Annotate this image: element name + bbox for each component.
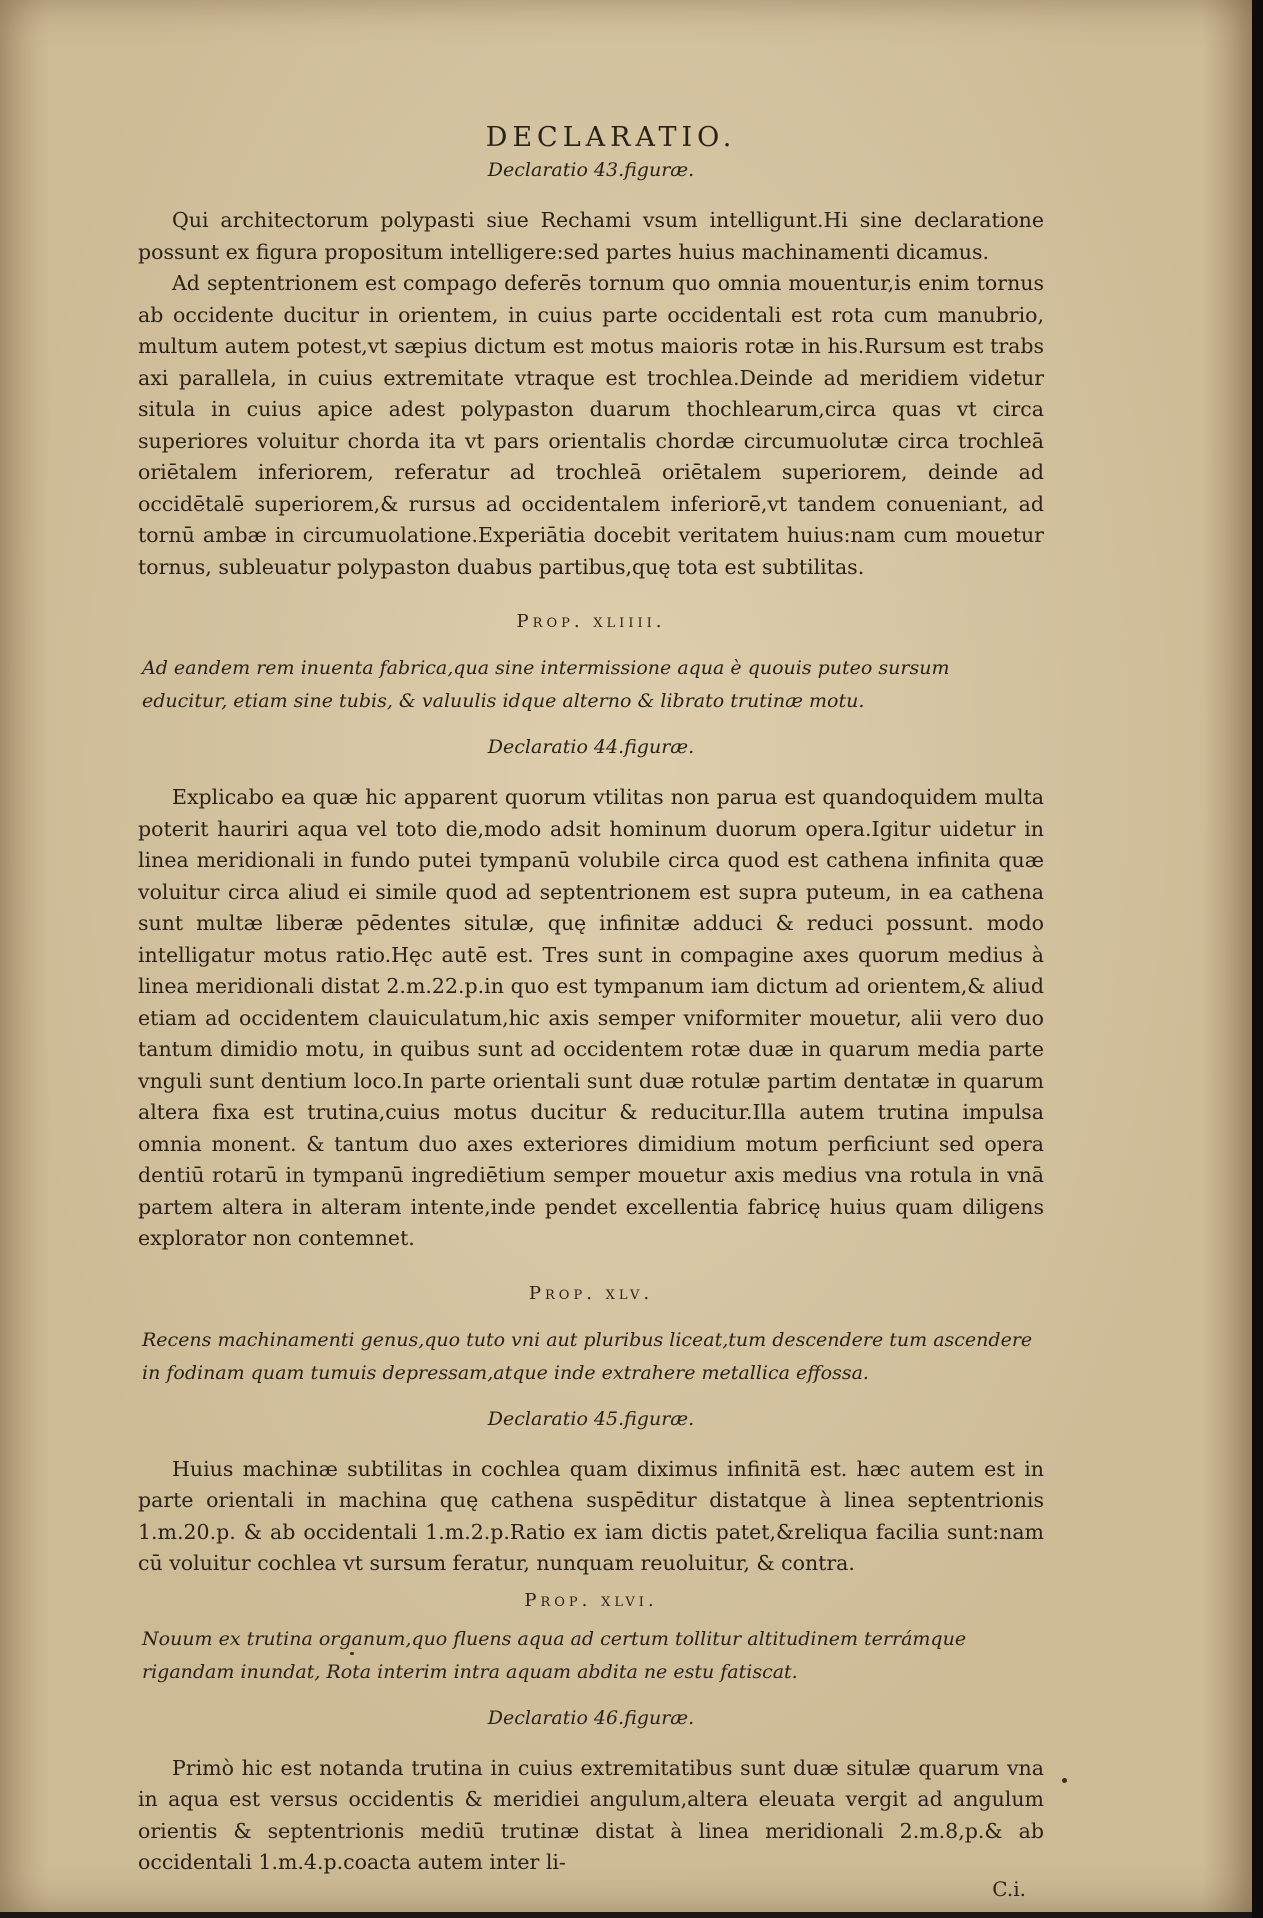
proposition-text: Nouum ex trutina organum,quo fluens aqua ad certum tollitur altitudinem terrámque rigandam inundat, Rota interim intra aquam abdita ne estu fatiscat.	[142, 1627, 967, 1683]
proposition-text: Recens machinamenti genus,quo tuto vni aut pluribus liceat,tum descendere tum ascendere in fodinam quam tumuis depressam,atque inde extrahere metallica effossa.	[142, 1328, 1033, 1384]
declaratio-heading: Declaratio 46.figuræ.	[487, 1706, 695, 1729]
proposition-text: Ad eandem rem inuenta fabrica,qua sine intermissione aqua è quouis puteo sursum educitur, etiam sine tubis, & valuulis idque alterno & librato trutinæ motu.	[142, 657, 950, 712]
proposition-heading: Prop. xlv.	[528, 1282, 654, 1304]
declaratio-heading: Declaratio 44.figuræ.	[487, 736, 695, 758]
body-paragraph: Explicabo ea quæ hic apparent quorum vtilitas non parua est quandoquidem multa poterit hauriri aqua vel toto die,modo adsit hominum duorum opera.Igitur uidetur in linea meridionali in fundo putei tympanū volubile circa quod est cathena infinita quæ voluitur circa aliud ei simile quod ad septentrionem est supra puteum, in ea cathena sunt multæ liberæ pēdentes situlæ, quę infinitæ adduci & reduci possunt. modo intelligatur motus ratio.Hęc autē est. Tres sunt in compagine axes quorum medius à linea meridionali distat 2.m.22.p.in quo est tympanum iam dictum ad orientem,& aliud etiam ad occidentem clauiculatum,hic axis semper vniformiter mouetur, alii vero duo tantum dimidio motu, in quibus sunt ad occidentem rotæ duæ in quarum media parte vnguli sunt dentium loco.In parte orientali sunt duæ rotulæ partim dentatæ in quarum altera fixa est trutina,cuius motus ducitur & reducitur.Illa autem trutina impulsa omnia monent. & tantum duo axes exteriores dimidium motum perficiunt sed opera dentiū rotarū in tympanū ingrediētium semper mouetur axis medius vna rotula in vnā partem altera in alteram intente,inde pendet excellentia fabricę huius quam diligens explorator non contemnet.	[138, 785, 1044, 1250]
ink-spot	[350, 1652, 354, 1655]
proposition-heading: Prop. xlvi.	[524, 1589, 658, 1611]
body-paragraph: Ad septentrionem est compago deferēs tornum quo omnia mouentur,is enim tornus ab occidente ducitur in orientem, in cuius parte occidentali est rota cum manubrio, multum autem potest,vt sæpius dictum est motus maioris rotæ in his.Rursum est trabs axi parallela, in cuius extremitate vtraque est trochlea.Deinde ad meridiem videtur situla in cuius apice adest polypaston duarum thochlearum,circa quas vt circa superiores voluitur chorda ita vt pars orientalis chordæ circumuolutæ circa trochleā oriētalem inferiorem, referatur ad trochleā oriētalem superiorem, deinde ad occidētalē superiorem,& rursus ad occidentalem inferiorē,vt tandem conueniant, ad tornū ambæ in circumuolatione.Experiātia docebit veritatem huius:nam cum mouetur tornus, subleuatur polypaston duabus partibus,quę tota est subtilitas.	[138, 271, 1044, 579]
body-paragraph: Huius machinæ subtilitas in cochlea quam diximus infinitā est. hæc autem est in parte orientali in machina quę cathena suspēditur distatque à linea septentrionis 1.m.20.p. & ab occidentali 1.m.2.p.Ratio ex iam dictis patet,&reliqua facilia sunt:nam cū voluitur cochlea vt sursum feratur, nunquam reuoluitur, & contra.	[138, 1456, 1044, 1575]
catchword: C.i.	[992, 1876, 1026, 1901]
ink-spot	[1062, 1778, 1067, 1783]
body-paragraph: Primò hic est notanda trutina in cuius extremitatibus sunt duæ situlæ quarum vna in aqua est versus occidentis & meridiei angulum,altera eleuata vergit ad angulum orientis & septentrionis mediū trutinæ distat à linea meridionali 2.m.8,p.& ab occidentali 1.m.4.p.coacta autem inter li-	[138, 1755, 1044, 1874]
declaratio-heading: Declaratio 43.figuræ.	[487, 159, 695, 181]
page-content	[138, 122, 1044, 1901]
scan-border	[1252, 0, 1263, 1918]
declaratio-heading: Declaratio 45.figuræ.	[487, 1407, 695, 1430]
proposition-heading: Prop. xliiii.	[516, 611, 666, 632]
body-paragraph: Qui architectorum polypasti siue Rechami vsum intelligunt.Hi sine declaratione possunt ex figura propositum intelligere:sed partes huius machinamenti dicamus.	[138, 208, 1044, 264]
running-head: DECLARATIO.	[485, 122, 737, 153]
